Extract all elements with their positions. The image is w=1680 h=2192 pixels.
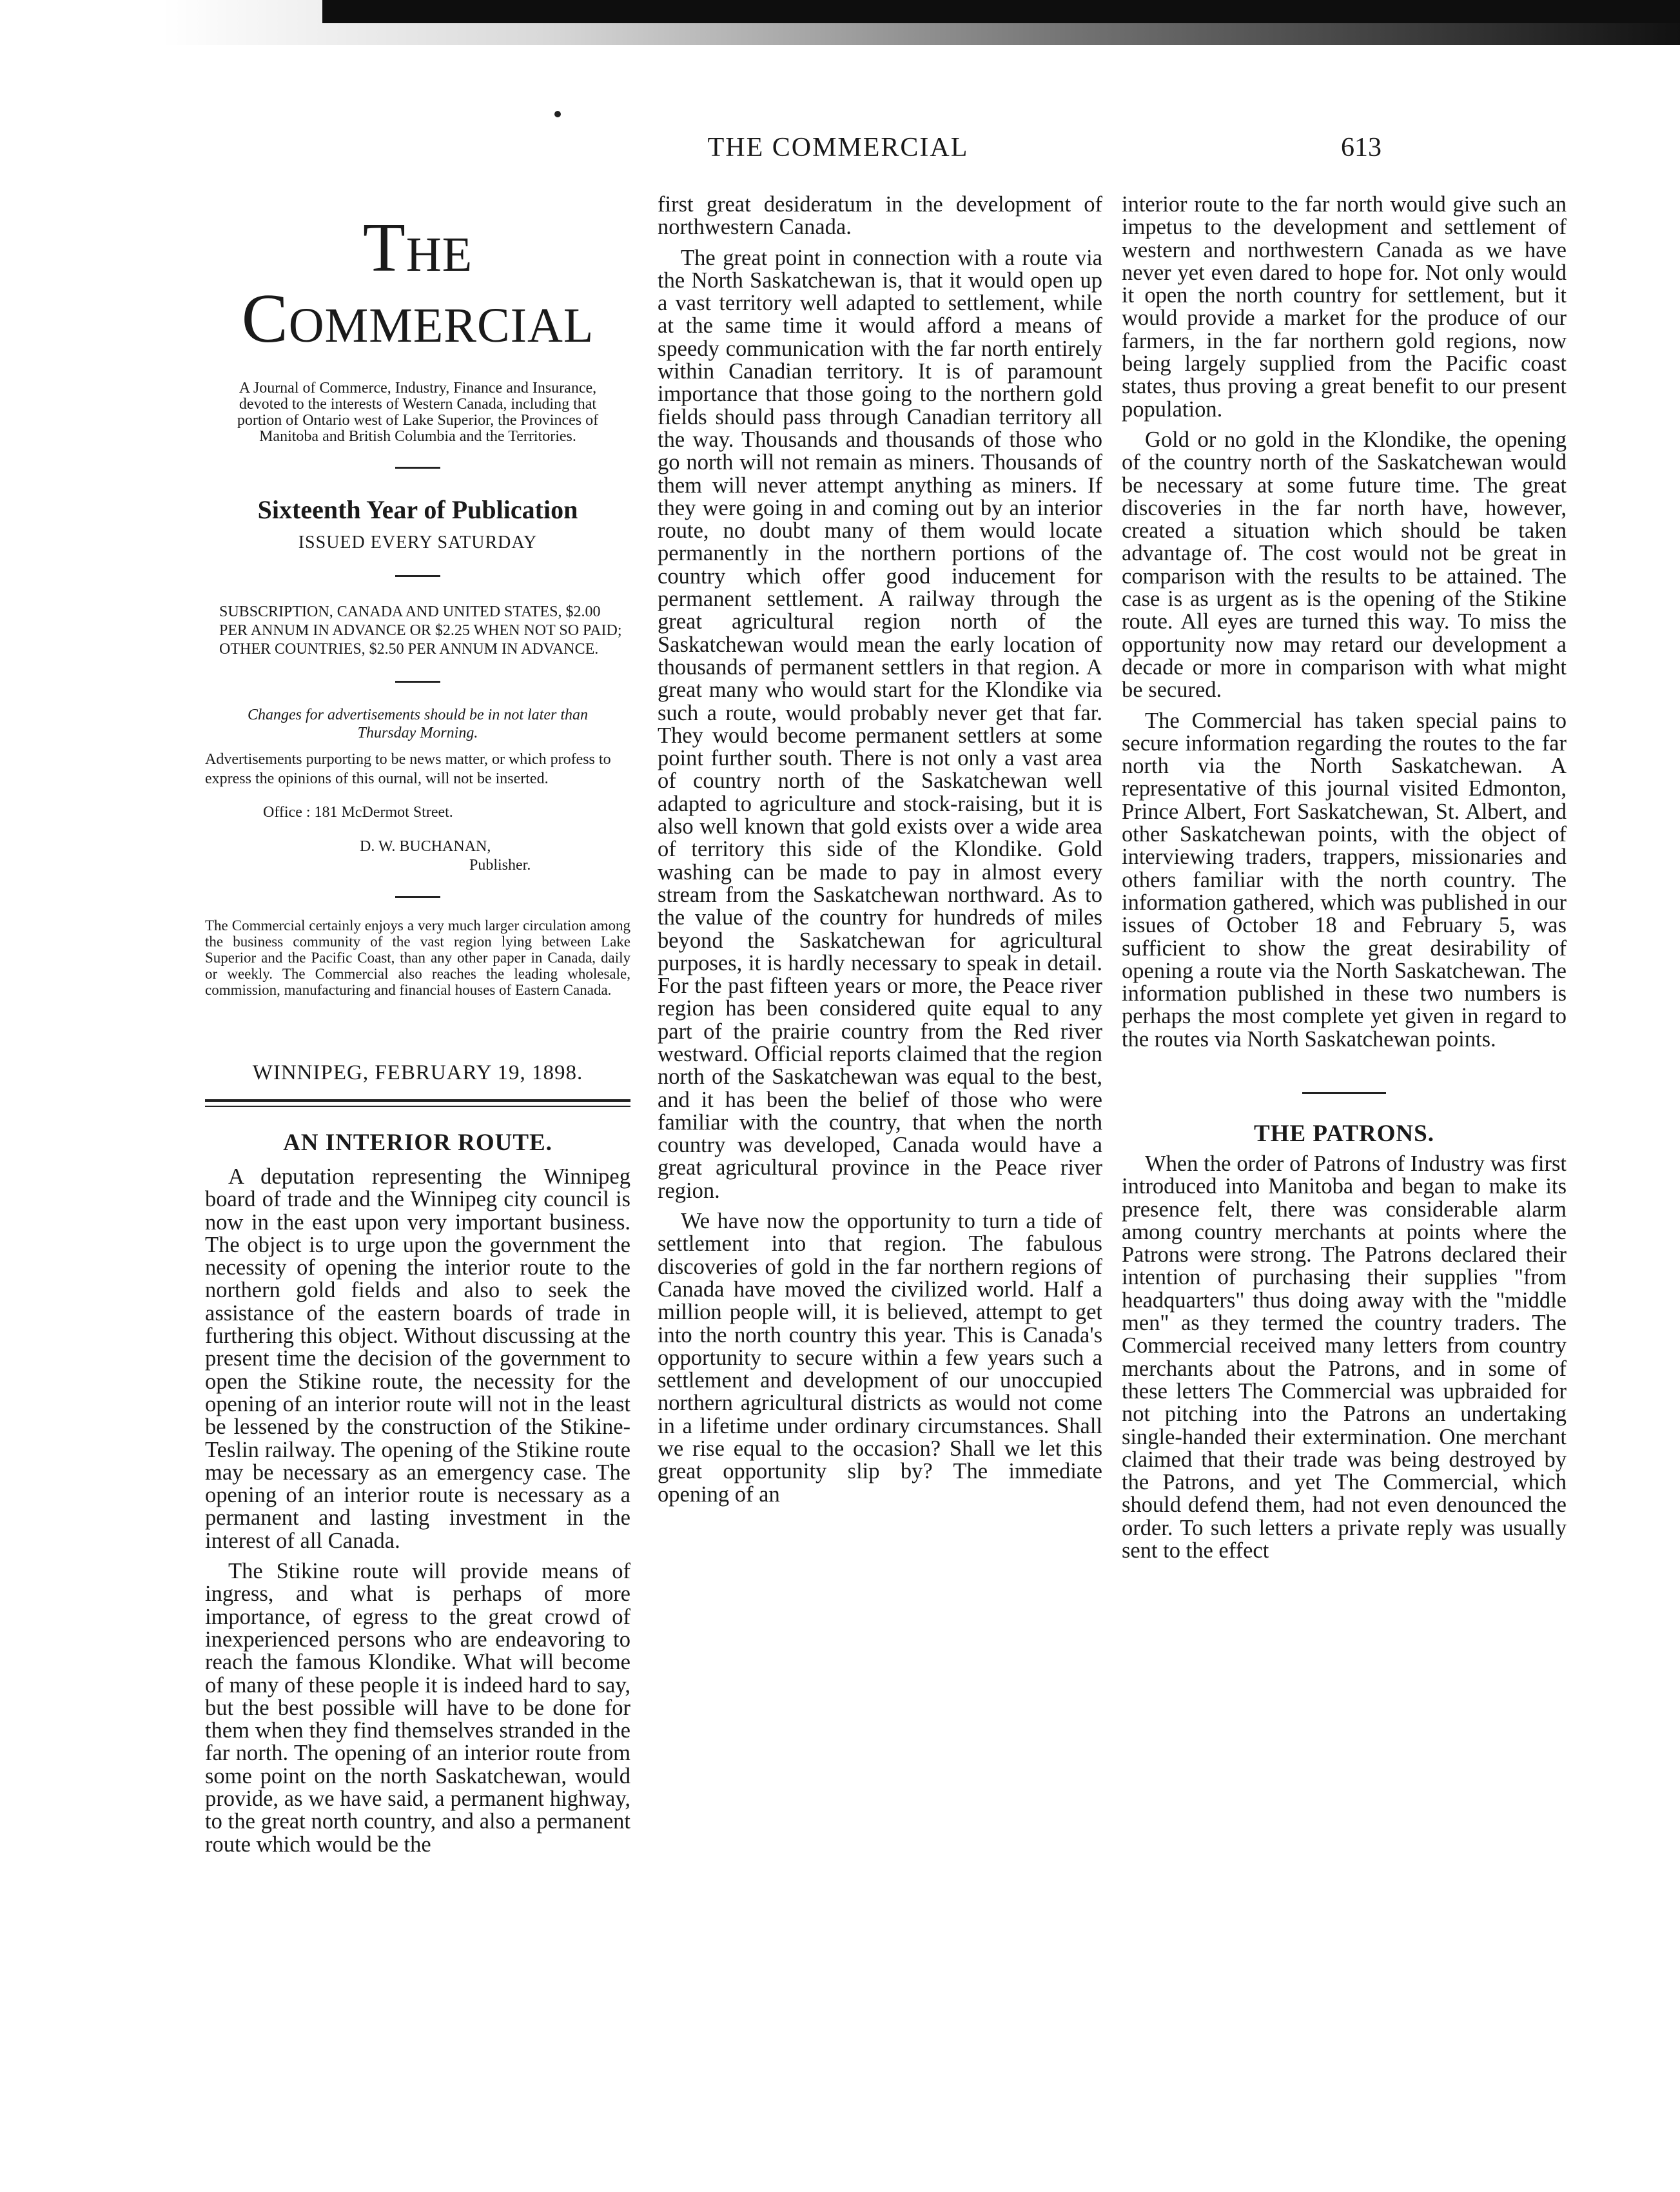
changes-note: Changes for advertisements should be in not later than Thursday Morning. — [248, 707, 588, 741]
article-paragraph: The great point in connection with a route via the North Saskatchewan is, that it would open up a vast territory well adapted to settlement, while at the same time it would afford a means of speedy communication with the far north entirely within Canadian territory. It is of paramount importance that those going to the northern gold fields should pass through Canadian territory all the way. Thousands and thousands of those who go north will not remain as miners. Thousands of them will never attempt anything as miners. If they were going in and coming out by an interior route, no doubt many of them would locate permanently in the northern portions of the country which offer good inducement for permanent settlement. A railway through the great agricultural region north of the Saskatchewan would mean the early location of thousands of permanent settlers in that region. A great many who would start for the Klondike via such a route, would probably never get that far. They would become permanent settlers at some point further south. There is not only a vast area of country north of the Saskatchewan well adapted to agriculture and stock-raising, but it is also well known that gold exists over a wide area of territory this side of the Klondike. Gold washing can be made to pay in almost every stream from the Saskatchewan northward. As to the value of the country for hundreds of miles beyond the Saskatchewan for agricultural purposes, it is hardly necessary to speak in detail. For the past fifteen years or more, the Peace river region has been considered quite equal to any part of the prairie country from the Red river westward. Official reports claimed that the region north of the Saskatchewan was equal to the best, and it has been the belief of those who were familiar with the country, that when the north country was developed, Canada would have a great agricultural province in the Peace river region. — [658, 245, 1102, 1203]
column-3 — [1122, 193, 1567, 1562]
scan-edge-bar — [322, 0, 1680, 23]
article-heading: THE PATRONS. — [1254, 1120, 1434, 1147]
article-paragraph: A deputation representing the Winnipeg board of trade and the Winnipeg city council is now in the east upon very important business. The object is to urge upon the government the necessity of opening the interior route to the northern gold fields and also to seek the assistance of the eastern boards of trade in furthering this object. Without discussing at the present time the decision of the government to open the Stikine route, the necessity for the opening of an interior route will not in the least be lessened by the construction of the Stikine-Teslin railway. The opening of the Stikine route may be necessary as an emergency case. The opening of an interior route is necessary as a permanent and lasting investment in the interest of all Canada. — [205, 1164, 630, 1553]
masthead-subtitle: A Journal of Commerce, Industry, Finance and Insurance, devoted to the interests of Western Canada, including that portion of Ontario west of Lake Superior, the Provinces of Manitoba and British Columbia and the Territories. — [237, 380, 599, 445]
page-number: 613 — [1341, 133, 1382, 162]
office-address: Office : 181 McDermot Street. — [263, 804, 453, 821]
issued-line: ISSUED EVERY SATURDAY — [298, 533, 538, 553]
advertising-note: Advertisements purporting to be news matter, or which profess to express the opinions of this ournal, will not be inserted. — [205, 751, 611, 787]
double-rule — [205, 1099, 630, 1107]
divider — [1302, 1092, 1386, 1094]
year-line: Sixteenth Year of Publication — [257, 495, 578, 524]
publisher-role: Publisher. — [469, 857, 531, 874]
divider — [395, 575, 440, 577]
article-paragraph: The Commercial has taken special pains to secure information regarding the routes to the far north via the North Saskatchewan. A representative of this journal visited Edmonton, Prince Albert, Fort Saskatchewan, St. Albert, and other Saskatchewan points, with the object of interviewing traders, trappers, missionaries and others familiar with the north country. The information gathered, which was published in our issues of October 18 and February 5, was sufficient to show the great desirability of opening a route via the North Saskatchewan. The information published in these two numbers is perhaps the most complete yet given in regard to the routes via North Saskatchewan points. — [1122, 708, 1567, 1052]
divider — [395, 467, 440, 469]
ink-dot — [554, 111, 561, 117]
article-heading: AN INTERIOR ROUTE. — [283, 1130, 552, 1156]
article-paragraph: We have now the opportunity to turn a tide of settlement into that region. The fabulous discoveries of gold in the far northern regions of Canada have moved the civilized world. Half a million people will, it is believed, attempt to get into the north country this year. This is Canada's opportunity to secure within a few years such a settlement and development of our unoccupied northern agricultural districts as would not come in a lifetime under ordinary circumstances. Shall we rise equal to the occasion? Shall we let this great opportunity slip by? The immediate opening of an — [658, 1209, 1102, 1507]
divider — [395, 896, 440, 898]
dateline: WINNIPEG, FEBRUARY 19, 1898. — [252, 1061, 583, 1084]
article-paragraph: first great desideratum in the development of northwestern Canada. — [658, 192, 1102, 240]
subscription-terms: SUBSCRIPTION, CANADA AND UNITED STATES, $2.00 PER ANNUM IN ADVANCE OR $2.25 WHEN NOT SO PAID; OTHER COUNTRIES, $2.50 PER ANNUM IN ADVANCE. — [219, 603, 622, 658]
article-paragraph: Gold or no gold in the Klondike, the opening of the country north of the Saskatchewan would be necessary at some future time. The great discoveries in the far north have, however, created a situation which should be taken advantage of. The cost would not be great in comparison with the results to be attained. The case is as urgent as is the opening of the Stikine route. All eyes are turned this way. To miss the opportunity now may retard our development a decade or more in comparison with what might be secured. — [1122, 427, 1567, 703]
column-1 — [205, 193, 630, 1856]
circulation-note: The Commercial certainly enjoys a very much larger circulation among the business community of the vast region lying between Lake Superior and the Pacific Coast, than any other paper in Canada, daily or weekly. The Commercial also reaches the leading wholesale, commission, manufacturing and financial houses of Eastern Canada. — [205, 917, 630, 998]
article-paragraph: When the order of Patrons of Industry was first introduced into Manitoba and began to make its presence felt, there was considerable alarm among country merchants at points where the Patrons were strong. The Patrons declared their intention of purchasing their supplies "from headquarters" thus doing away with the "middle men" as they termed the country traders. The Commercial received many letters from country merchants about the Patrons, and in some of these letters The Commercial was upbraided for not pitching into the Patrons an undertaking single-handed their extermination. One merchant claimed that their trade was being destroyed by the Patrons, and yet The Commercial, which should defend them, had not even denounced the order. To such letters a private reply was usually sent to the effect — [1122, 1151, 1567, 1563]
article-paragraph: interior route to the far north would give such an impetus to the development and settlement of western and northwestern Canada as we have never yet even dared to hope for. Not only would it open the north country for settlement, but it would provide a market for the produce of our farmers, in the far northern gold regions, now being largely supplied from the Pacific coast states, thus proving a great benefit to our present population. — [1122, 192, 1567, 422]
masthead-title: The Commercial — [241, 210, 594, 357]
column-2 — [658, 193, 1102, 1506]
running-title: THE COMMERCIAL — [707, 133, 969, 162]
article-paragraph: The Stikine route will provide means of ingress, and what is perhaps of more importance, of egress to the great crowd of inexperienced persons who are endeavoring to reach the famous Klondike. What will become of many of these people it is indeed hard to say, but the best possible will have to be done for them when they find themselves stranded in the far north. The opening of an interior route from some point on the north Saskatchewan, would provide, as we have said, a permanent highway, to the great north country, and also a permanent route which would be the — [205, 1559, 630, 1857]
publisher-name: D. W. BUCHANAN, — [360, 838, 491, 855]
divider — [395, 681, 440, 683]
